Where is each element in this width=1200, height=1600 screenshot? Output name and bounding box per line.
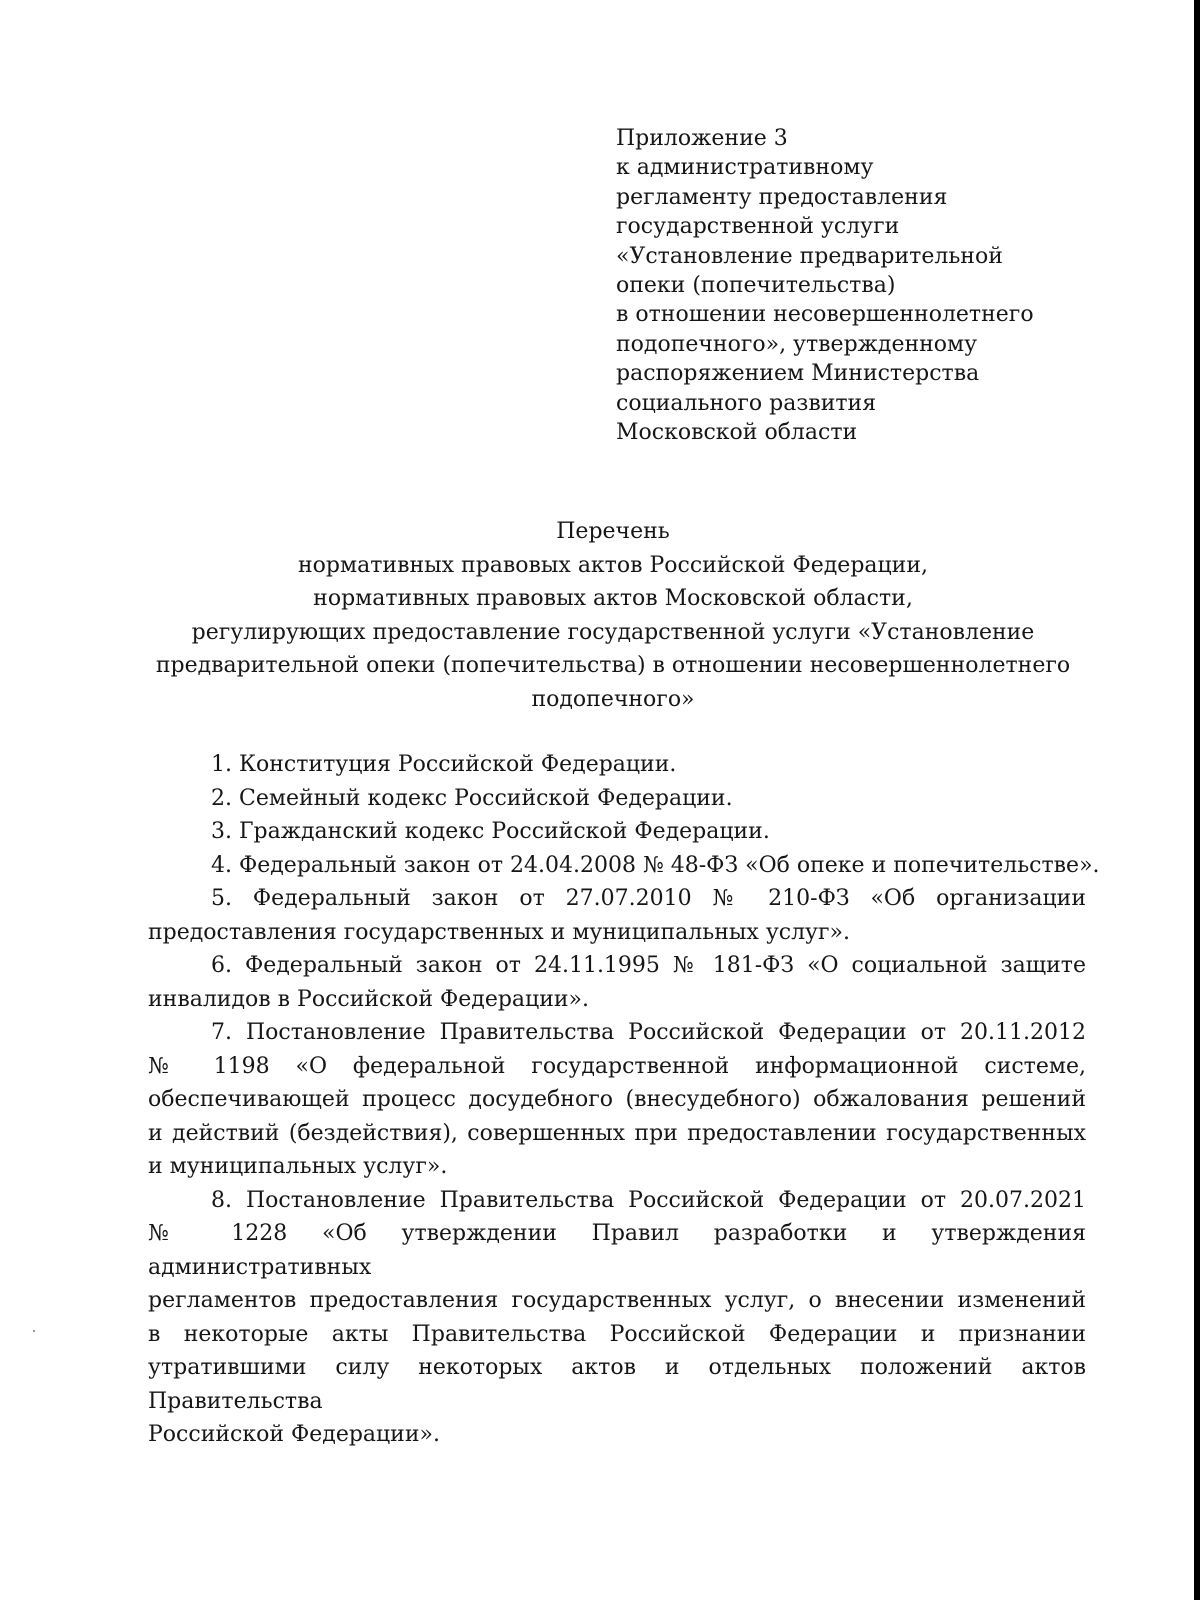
list-item <box>148 849 1100 883</box>
list-item <box>148 1016 1086 1184</box>
list-item-line: № 1198 «О федеральной государственной информационной системе, <box>148 1053 1086 1079</box>
title-line: предварительной опеки (попечительства) в отношении несовершеннолетнего <box>155 653 1071 678</box>
list-item-line: и муниципальных услуг». <box>148 1154 448 1179</box>
list-item <box>148 1184 1086 1452</box>
document-title <box>150 515 1076 716</box>
scan-speck <box>33 1330 35 1332</box>
list-item-line: Российской Федерации». <box>148 1422 440 1447</box>
list-item <box>148 949 1086 1016</box>
list-item-line: инвалидов в Российской Федерации». <box>148 986 589 1012</box>
appendix-line: в отношении несовершеннолетнего <box>616 302 1034 328</box>
appendix-line: Приложение 3 <box>616 126 788 151</box>
title-line: нормативных правовых актов Московской области, <box>313 586 913 611</box>
list-item-line: 8. Постановление Правительства Российской Федерации от 20.07.2021 <box>211 1187 1086 1213</box>
appendix-line: распоряжением Министерства <box>616 361 980 387</box>
list-item-line: 4. Федеральный закон от 24.04.2008 № 48-ФЗ «Об опеке и попечительстве». <box>211 852 1100 878</box>
appendix-line: Московской области <box>616 420 858 446</box>
title-line: нормативных правовых актов Российской Федерации, <box>298 552 928 578</box>
list-item-line: 6. Федеральный закон от 24.11.1995 № 181-ФЗ «О социальной защите <box>211 953 1086 978</box>
list-item-line: и действий (бездействия), совершенных при предоставлении государственных <box>148 1120 1086 1146</box>
list-item-line: обеспечивающей процесс досудебного (внесудебного) обжалования решений <box>148 1087 1086 1112</box>
list-item <box>148 882 1086 949</box>
list-item <box>148 815 1086 849</box>
appendix-line: государственной услуги <box>616 214 900 240</box>
list-item <box>148 782 1086 816</box>
list-item-line: в некоторые акты Правительства Российской Федерации и признании <box>148 1321 1086 1347</box>
appendix-line: подопечного», утвержденному <box>616 331 978 357</box>
list-item-line: регламентов предоставления государственных услуг, о внесении изменений <box>148 1288 1086 1313</box>
appendix-line: к административному <box>616 155 874 181</box>
title-line: Перечень <box>556 519 670 544</box>
list-item <box>148 748 1086 782</box>
legal-acts-list <box>148 748 1100 1452</box>
list-item-line: 3. Гражданский кодекс Российской Федерации. <box>211 819 770 844</box>
list-item-line: утратившими силу некоторых актов и отдельных положений актов Правительства <box>148 1355 1086 1414</box>
appendix-line: регламенту предоставления <box>616 184 948 210</box>
list-item-line: 5. Федеральный закон от 27.07.2010 № 210-ФЗ «Об организации <box>211 886 1086 911</box>
title-line: регулирующих предоставление государственной услуги «Установление <box>191 619 1035 645</box>
scan-edge <box>1194 0 1200 1600</box>
appendix-line: «Установление предварительной <box>616 243 1003 269</box>
appendix-header <box>616 124 1176 447</box>
title-line: подопечного» <box>531 686 695 712</box>
list-item-line: 2. Семейный кодекс Российской Федерации. <box>211 785 733 811</box>
list-item-line: № 1228 «Об утверждении Правил разработки и утверждения административных <box>148 1221 1086 1280</box>
list-item-line: предоставления государственных и муниципальных услуг». <box>148 919 850 945</box>
appendix-line: опеки (попечительства) <box>616 273 896 299</box>
list-item-line: 1. Конституция Российской Федерации. <box>211 752 677 777</box>
list-item-line: 7. Постановление Правительства Российской Федерации от 20.11.2012 <box>211 1020 1086 1045</box>
appendix-line: социального развития <box>616 390 877 416</box>
